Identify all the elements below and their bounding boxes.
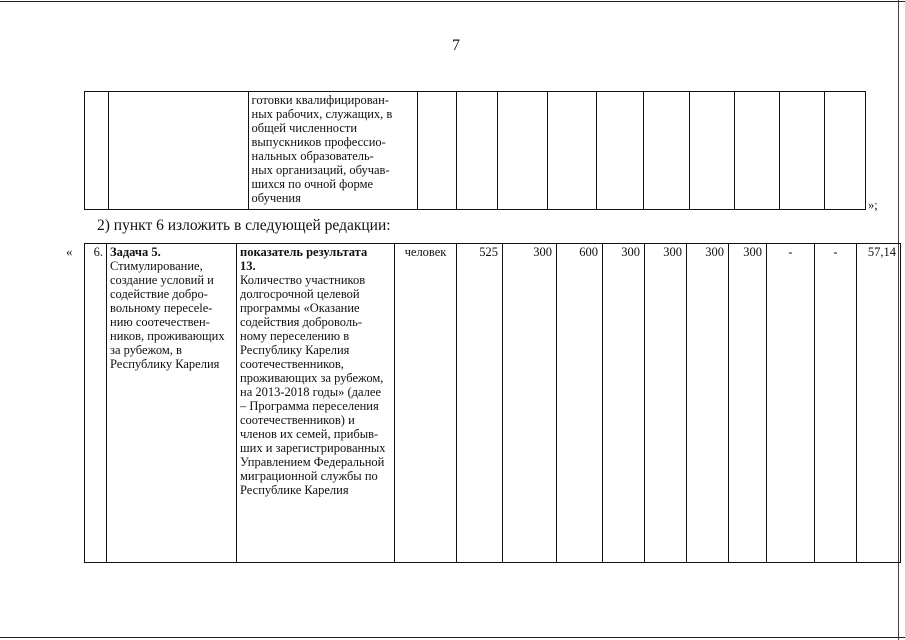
opening-quote-mark: « <box>66 244 73 259</box>
task-block <box>107 244 236 372</box>
table-row <box>85 244 901 563</box>
cell-value <box>734 92 779 210</box>
cell-task <box>108 92 248 210</box>
cell-value <box>603 244 645 563</box>
cell-indicator <box>248 92 418 210</box>
cell-value <box>457 92 498 210</box>
cell-value <box>597 92 644 210</box>
indicator-block <box>237 244 394 498</box>
cell-value <box>557 244 603 563</box>
cell-task <box>107 244 237 563</box>
cell-unit <box>418 92 457 210</box>
cell-value <box>729 244 767 563</box>
value-text: 300 <box>533 245 552 259</box>
page-edge-top <box>0 1 905 2</box>
cell-value <box>687 244 729 563</box>
cell-value <box>689 92 734 210</box>
indicator-title: показатель результата 13. <box>240 245 368 273</box>
cell-value <box>457 244 503 563</box>
task-title: Задача 5. <box>110 245 161 259</box>
value-text: 300 <box>705 245 724 259</box>
instruction-text: 2) пункт 6 изложить в следующей редакции: <box>97 217 391 234</box>
table-continued <box>84 91 866 210</box>
table-new-row <box>84 243 901 563</box>
table-row <box>85 92 866 210</box>
cell-value <box>825 92 866 210</box>
cell-value <box>779 92 824 210</box>
row-index: 6. <box>93 245 103 259</box>
value-text: - <box>788 245 793 259</box>
cell-value <box>503 244 557 563</box>
closing-quote-mark: »; <box>868 198 878 212</box>
indicator-continuation-text: готовки квалифицирован- ных рабочих, служащих, в общей численности выпускников профессио- нальных образователь- ных организаций, обучав- шихся по очной форме обучения <box>251 93 393 205</box>
cell-unit <box>395 244 457 563</box>
page-number: 7 <box>452 37 460 54</box>
cell-value <box>767 244 815 563</box>
task-text: Стимулирование, создание условий и содействие добро- вольному пересele- нию соотечествен- ников, проживающих за рубежом, в Республику Карелия <box>110 259 225 371</box>
cell-value <box>498 92 547 210</box>
cell-index <box>85 244 107 563</box>
value-text: 525 <box>479 245 498 259</box>
cell-value <box>645 244 687 563</box>
value-text: 57,14 <box>867 245 896 259</box>
cell-index <box>85 92 109 210</box>
unit-text: человек <box>404 245 447 259</box>
value-text: 300 <box>743 245 762 259</box>
cell-value <box>644 92 689 210</box>
cell-value <box>547 92 596 210</box>
value-text: 300 <box>663 245 682 259</box>
indicator-text: Количество участников долгосрочной целевой программы «Оказание содействия доброволь- ному переселению в Республику Карелия соотечественников, проживающих за рубежом, на 2013-2018 годы» (далее – Программа переселения соотечественников) и членов их семей, прибыв- ших и зарегистрированных Управлением Федеральной миграционной службы по Республике Карелия <box>240 273 386 497</box>
cell-value <box>815 244 857 563</box>
value-text: 600 <box>579 245 598 259</box>
value-text: - <box>833 245 838 259</box>
page-edge-bottom <box>0 637 905 638</box>
cell-indicator <box>237 244 395 563</box>
cell-value <box>857 244 901 563</box>
value-text: 300 <box>621 245 640 259</box>
